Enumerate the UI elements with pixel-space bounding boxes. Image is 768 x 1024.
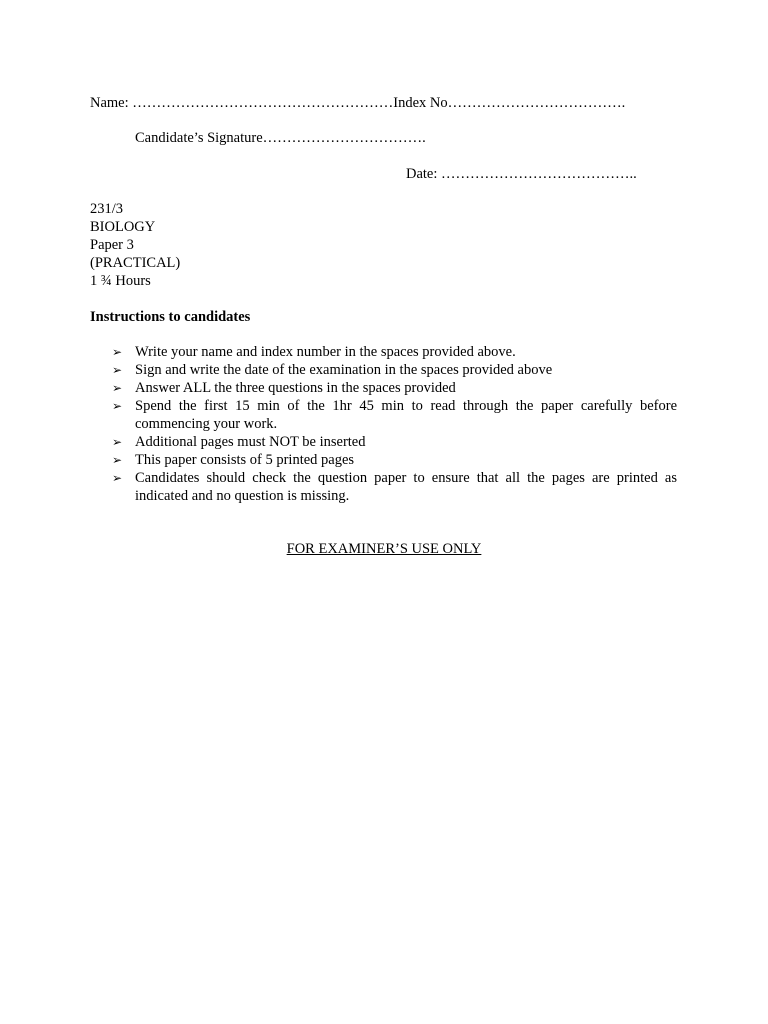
paper-details: [90, 200, 180, 290]
list-item: [112, 379, 677, 397]
arrow-bullet-icon: ➢: [112, 435, 123, 449]
paper-subject: BIOLOGY: [90, 219, 156, 235]
signature-field[interactable]: …………………………….: [262, 130, 426, 146]
index-field[interactable]: ……………………………….: [447, 95, 626, 111]
arrow-bullet-icon: ➢: [112, 363, 123, 377]
list-item: [112, 451, 677, 469]
instruction-text: This paper consists of 5 printed pages: [135, 452, 355, 468]
instructions-heading: Instructions to candidates: [90, 309, 251, 325]
paper-code: 231/3: [90, 201, 124, 217]
arrow-bullet-icon: ➢: [112, 345, 123, 359]
date-line: [406, 165, 637, 183]
list-item: [112, 361, 677, 379]
instruction-text: Candidates should check the question paper to ensure that all the pages are printed as indicated and no question is missing.: [135, 470, 677, 504]
date-label: Date:: [406, 166, 442, 182]
paper-duration: 1 ¾ Hours: [90, 273, 151, 289]
arrow-bullet-icon: ➢: [112, 381, 123, 395]
instructions-list: [112, 343, 677, 505]
list-item: [112, 433, 677, 451]
list-item: [112, 343, 677, 361]
list-item: [112, 469, 677, 505]
instruction-text: Write your name and index number in the spaces provided above.: [135, 344, 516, 360]
arrow-bullet-icon: ➢: [112, 471, 123, 485]
signature-label: Candidate’s Signature: [135, 130, 263, 146]
name-index-line: [90, 94, 625, 112]
instruction-text: Answer ALL the three questions in the spaces provided: [135, 380, 456, 396]
instruction-text: Sign and write the date of the examination in the spaces provided above: [135, 362, 553, 378]
name-label: Name:: [90, 95, 133, 111]
date-field[interactable]: …………………………………..: [441, 166, 637, 182]
index-label: Index No: [393, 95, 448, 111]
examiner-use-heading: FOR EXAMINER’S USE ONLY: [286, 541, 482, 557]
arrow-bullet-icon: ➢: [112, 399, 123, 413]
instruction-text: Additional pages must NOT be inserted: [135, 434, 366, 450]
instruction-text: Spend the first 15 min of the 1hr 45 min to read through the paper carefully before commencing your work.: [135, 398, 677, 432]
arrow-bullet-icon: ➢: [112, 453, 123, 467]
paper-number: Paper 3: [90, 237, 134, 253]
list-item: [112, 397, 677, 433]
name-field[interactable]: ………………………………………………: [132, 95, 394, 111]
paper-type: (PRACTICAL): [90, 255, 181, 271]
signature-line: [135, 129, 426, 147]
